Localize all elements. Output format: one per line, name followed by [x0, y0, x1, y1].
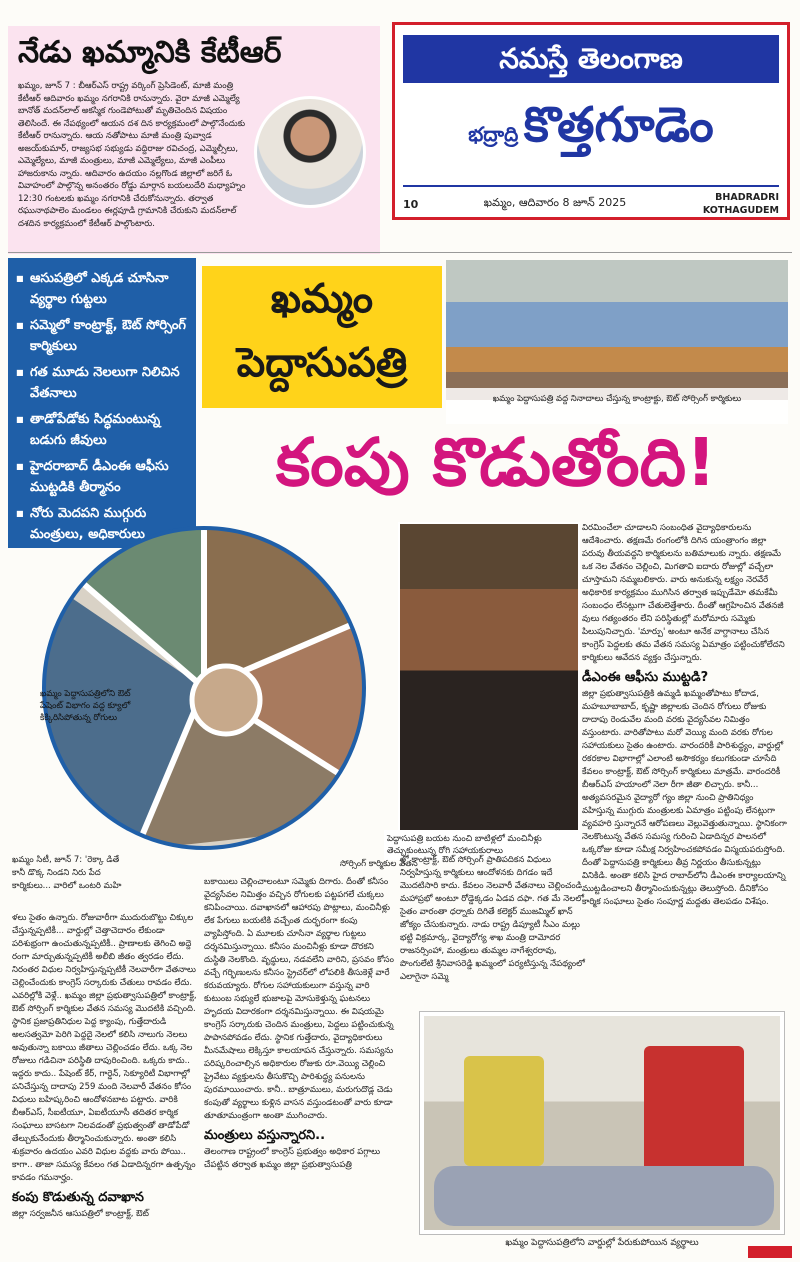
ministers-coming-subhead: మంత్రులు వస్తున్నారని.. [204, 1128, 326, 1143]
highlight-item: ■ తాడోపేడోకు సిద్ధమంటున్న బడుగు జీవులు [16, 409, 188, 451]
stinking-hospital-subhead: కంపు కొడుతున్న దవాఖాన [12, 1190, 144, 1205]
story-continuation-fragment: సోర్సింగ్ కార్మికుల వేతన [340, 859, 418, 869]
top-story-box [8, 26, 380, 254]
edition-tag-line1: BHADRADRI [715, 192, 779, 203]
top-story-body: ఖమ్మం, జూన్ 7 : బీఆర్ఎస్ రాష్ట్ర వర్కింగ్ ప్రెసిడెంట్, మాజీ మంత్రి కేటీఆర్ ఆదివారం ఖమ్మం నగరానికి రానున్నారు. వైరా మాజీ ఎమ్మెల్యే బానోత్ మదన్‌లాల్ అకస్మిక గుండెపోటుతో మృతిచెందిన విషయం తెలిసిందే. ఈ నేపథ్యంలో ఆయన దశ దిన కార్యక్రమంలో పాల్గొనేందుకు కేటీఆర్ రానున్నారు. ఆయ నతోపాటు మాజీ మంత్రి పువ్వాడ అజయ్‌కుమార్, రాజ్యసభ సభ్యుడు వద్దిరాజు రవిచంద్ర, ఎమ్మెల్సీలు, ఎమ్మెల్యేలు, మాజీ మంత్రులు, మాజీ ఎమ్మెల్యేలు, మాజీ ఎంపీలు హాజరుకాను న్నారు. ఆదివారం ఉదయం నల్లగొండ జిల్లాలో జరిగే ఓ వివాహంలో పాల్గొన్న అనంతరం రోడ్డు మార్గాన బయలుదేరి మధ్యాహ్నం 12:30 గంటలకు ఖమ్మం నగరానికి చేరుకోనున్నారు. తర్వాత రఘునాథపాలెం మండలం ఈర్లపూడి గ్రామానికి చేరుకుని మదన్‌లాల్ దశదిన కార్యక్రమంలో కేటీఆర్ పాల్గొంటారు. [18, 81, 246, 229]
collage-caption: ఖమ్మం పెద్దాసుపత్రిలోని ఔట్ పేషెంట్ విభాగం వద్ద క్యూలో కిక్కిరిసిపోతున్న రోగులు [40, 689, 131, 723]
story-column-3-text: ల్లో కాంట్రాక్ట్, ఔట్ సోర్సింగ్ ప్రాతిపదికన విధులు నిర్వహిస్తున్న కార్మికులు ఆందోళనకు దిగడం ఇదే మొదటిసారి కాదు. కేవలం నెలవారీ వేతనాలు చెల్లించండి మహాప్రభో అంటూ రోడ్డెక్కడం ఏడవ దఫా. గత మే నెలలో సైతం వారంతా ధర్నాకు దిగితే కలెక్టర్ ముజమ్మిల్ ఖాన్ జోక్యం చేసుకున్నారు. నాడు రాష్ట్ర డిప్యూటీ సీఎం మల్లు భట్టి విక్రమార్క, వైద్యారోగ్య శాఖ మంత్రి దామోదర రాజనర్సింహా, మంత్రులు తుమ్మల నాగేశ్వరరావు, పొంగులేటి శ్రీనివాసరెడ్డి ఖమ్మంలో పర్యటిస్తున్న నేపథ్యంలో ఎలాగైనా సమ్మె [400, 855, 585, 982]
overflowing-bins-photo [420, 1012, 784, 1234]
story-dateline: ఖమ్మం సిటీ, జూన్ 7: 'రెక్కా డితే కానీ డొక్క నిండని నిరు పేద కార్మికులు... వారిలో ఒంటరి మహి [12, 855, 122, 891]
edition-tag-line2: KOTHAGUDEM [702, 205, 779, 216]
story-column-3 [400, 854, 586, 984]
edition-date: ఖమ్మం, ఆదివారం 8 జూన్ 2025 [483, 196, 627, 209]
feature-kicker-box [202, 266, 442, 408]
dme-office-subhead: డీఎంఈ ఆఫీసు ముట్టడి? [582, 670, 709, 685]
story-column-1-tail: జిల్లా సర్వజనీన ఆసుపత్రిలో కాంట్రాక్ట్, ఔట్ [12, 1209, 149, 1219]
highlight-item: ■ నోరు మెదపని ముగ్గురు మంత్రులు, అధికారులు [16, 503, 188, 545]
waste-bin-right [644, 1046, 744, 1176]
waste-bin-left [464, 1056, 544, 1166]
bins-photo-caption: ఖమ్మం పెద్దాసుపత్రిలోని వార్డుల్లో పేరుకుపోయిన వ్యర్థాలు [505, 1238, 699, 1248]
newspaper-name: నమస్తే తెలంగాణ [403, 35, 779, 83]
woman-with-bottles-photo [398, 522, 580, 852]
highlights-panel [8, 258, 196, 548]
story-column-1-text: ళలు సైతం ఉన్నారు. రోజువారీగా ముదురుబొట్టు చిక్కుల చేస్తున్నప్పటికీ... వార్డుల్లో చెత్తాచెదారం లేకుండా పరిశుభ్రంగా ఉంచుతున్నప్పటికీ.. ప్రాణాలకు తెగించి అద్దె రంగా మార్చుతున్నప్పటికీ అలీబి జీతం త్వరడం లేదు. నిరంతర విధుల నిర్వహిస్తున్నప్పటికీ నెలవారీగా వేతనాలు చెల్లించేందుకు కాంగ్రెస్ సర్కారుకు చేతులు రావడం లేదు. ఎవరిల్లోకి వెళ్లే.. ఖమ్మం జిల్లా ప్రభుత్వాసుపత్రిలో కాంట్రాక్ట్, ఔట్ సోర్సింగ్ కార్మికుల వేతన సమస్య మొదటికి వచ్చింది. స్థానిక ప్రజాప్రతినిధుల పెద్ద క్యాంపు, గుత్తేదారుడి అలసత్వమో పెరిగి పెద్దదై నెలలో కలిసి నాలుగు నెలలు అవుతున్నా బకాయి జీతాలు చెల్లించడం లేదు. ఒక్క నెల రోజులు గడిచినా పరిస్థితి దాపురించింది. ఒక్కరు కాదు.. ఇద్దరు కాదు.. పేషెంట్ కేర్, గార్డెన్, సెక్యూరిటీ విభాగాల్లో పనిచేస్తున్న దాదాపు 259 మంది నెలవారీ వేతనం కోసం విధులు బహిష్కరించి ఆందోళనబాట పట్టారు. వారికి బీఆర్ఎస్, సీఐటీయూ, ఏఐటీయూసీ తదితర కార్మిక సంఘాలు బాసటగా నిలవడంతో ప్రభుత్వంతో తాడోపేడో తేల్చుకునేందుకు తీర్మానించుకున్నారు. అంతా కలిసి శుక్రవారం ఉదయం ఎవరి విధుల వద్దకు వారు పోయి.. కాగా.. తాజా సమస్య కేవలం గత ఏడాదిన్నరగా ఉత్పన్నం కావడం గమనార్హం. [12, 913, 197, 1183]
top-story-headline: నేడు ఖమ్మానికి కేటీఆర్ [18, 35, 282, 70]
masthead-info-bar [403, 189, 779, 219]
page-number: 10 [403, 197, 419, 211]
right-column-para2: జిల్లా ప్రభుత్వాసుపత్రికి ఉమ్మడి ఖమ్మంతోపాటు కోదాడ, మహబూబాబాద్, కృష్ణా జిల్లాలకు చెందిన రోగులు రోజుకు దాదాపు రెండువేల మంది వరకు వైద్యసేవల నిమిత్తం వస్తుంటారు. వారితోపాటు మరో వెయ్యి మంది వరకు రోగుల సహాయకులు సైతం ఉంటారు. వారందరికీ పారిశుద్ధ్యం, వార్డుల్లో రకరకాల విభాగాల్లో ఎలాంటి అసౌకర్యం కలుగకుండా చూసేది కేవలం కాంట్రాక్ట్, ఔట్ సోర్సింగ్ కార్మికులు మాత్రమే. వారందరికీ బీఆర్ఎస్ హయాంలో నెలా రీగా జీతా లిచ్చారు. కానీ... అత్యవసరమైన వైద్యారో గ్యం జిల్లా నుంచి ప్రాతినిధ్యం వహిస్తున్న ముగ్గురు మంత్రులకు ఏమాత్రం పట్టింపు లేనట్లుగా వ్యవహరి స్తున్నారనే ఆరోపణలు వెల్లువెత్తుతున్నాయి. స్థానికంగా నెలకొంటున్న వేతన సమస్య గురించి ఏడాదిన్నర పాలనలో ఒక్కరోజు కూడా సమీక్ష నిర్వహించకపోవడం విస్మయపరుస్తోంది. దీంతో పెద్దాసుపత్రి కార్మికులు తీవ్ర నిర్ణయం తీసుకున్నట్లు వినికిడి. అంతా కలిసి హైద రాబాద్‌లోని డీఎంఈ కార్యాలయాన్ని ముట్టడించాలని తీర్మానించుకున్నట్లు తెలుస్తోంది. దీనికోసం కార్మిక సంఘాలు సైతం సంపూర్ణ మద్దతు తెలపడం విశేషం. [582, 689, 787, 907]
right-column [582, 522, 788, 909]
waste-pile [434, 1166, 774, 1226]
section-divider [8, 252, 792, 253]
woman-photo-caption: పెద్దాసుపత్రి బయట నుంచి బాటిళ్లలో మంచినీళ్లు తెచ్చుకుంటున్న రోగి సహాయకురాలు [384, 830, 580, 860]
ktr-portrait-image [254, 96, 366, 208]
feature-headline: కంపు కొడుతోంది! [275, 424, 717, 501]
hospital-photo-collage [16, 520, 412, 850]
masthead [392, 22, 790, 220]
right-column-para1: విరమించేలా చూడాలని సంబంధిత వైద్యాధికారులను ఆదేశించారు. తక్షణమే రంగంలోకి దిగిన యంత్రాంగం జిల్లా పరువు తీయవద్దని కార్మికులను బతిమాలుకు న్నారు. తక్షణమే ఒక నెల వేతనం చెల్లించి, మిగతావి ఐదారు రోజుల్లో వచ్చేలా చూస్తామని నమ్మబలికారు. వారు అనుకున్న లక్ష్యం నెరవేరే అధికారిక కార్యక్రమం ముగిసిన తర్వాత ఇప్పుడేమో తమకేమీ సంబంధం లేనట్లుగా చేతులెత్తేశారు. దీంతో ఆగ్రహించిన వేతనజీ వులు గత్యంతరం లేని పరిస్థితుల్లో మరోమారు సమ్మెకు పిలుపునిచ్చారు. 'మార్పు' అంటూ అనేక వాగ్దానాలు చేసిన కాంగ్రెస్ పెద్దలకు తమ వేతన సమస్య ఏమాత్రం పట్టించుకోలేదని కార్మికులు ఆవేదన వ్యక్తం చేస్తున్నారు. [582, 523, 785, 663]
feature-kicker-line2: పెద్దాసుపత్రి [236, 340, 408, 386]
story-column-2-tail: తెలంగాణ రాష్ట్రంలో కాంగ్రెస్ ప్రభుత్వం అధికార పగ్గాలు చేపట్టిన తర్వాత ఖమ్మం జిల్లా ప్రభుత్వాసుపత్రి [204, 1147, 381, 1170]
story-column-2-text: బకాయిలు చెల్లించాలంటూ సమ్మెకు దిగారు. దీంతో కనీసం వైద్యసేవల నిమిత్తం వచ్చిన రోగులకు పట్టపగలే చుక్కలు కనిపించాయి. దవాఖానలో ఆహారపు పొట్లాలు, మంచినీళ్లు లేక పేగులు బయటికి వచ్చేంత దుర్భరంగా కంపు వ్యాపిస్తోంది. ఏ మూలకు చూసినా వ్యర్థాల గుట్టలు దర్శనమిస్తున్నాయి. కనీసం మంచినీళ్లు కూడా దొరకని దుస్థితి నెలకొంది. వృద్ధులు, నడవలేని వారిని, ప్రసవం కోసం వచ్చే గర్భిణులను కనీసం స్ట్రెచర్‌లో లోపలికి తీసుకెళ్లే వారే కరువయ్యారు. రోగుల సహాయకులుగా వస్తున్న వారి కుటుంబ సభ్యులే భుజాలపై మోసుకెళ్తున్న ఘటనలు హృదయ విదారకంగా దర్శనమిస్తున్నాయి. ఈ విషయమై కాంగ్రెస్ సర్కారుకు చెందిన మంత్రులు, పెద్దలు పట్టించుకున్న పాపానపోవడం లేదు. స్థానిక గుత్తేదారు, వైద్యాధికారులు మీనమేషాలు లెక్కిస్తూ కాలయాపన చేస్తున్నారు. సమస్యను పరిష్కరించాల్సిన అధికారుల రోజుకు రూ.వెయ్యి చెల్లించి ప్రైవేటు వ్యక్తులను తీసుకొచ్చి పారిశుద్ధ్య పనులను పురమాయించారు. కానీ.. బాత్రూములు, మరుగుదొడ్ల చెడు కంపుతో వ్యర్థాలు కుళ్లిన వాసన వస్తుండటంతో వారు కూడా తూతూమంత్రంగా అంతా ముగించారు. [204, 877, 394, 1121]
highlight-item: ■ హైదరాబాద్ డీఎంఈ ఆఫీసు ముట్టడికి తీర్మానం [16, 456, 188, 498]
page-corner-mark [748, 1246, 792, 1258]
masthead-rule [403, 185, 779, 187]
highlight-item: ■ సమ్మెలో కాంట్రాక్ట్, ఔట్ సోర్సింగ్ కార్మికులు [16, 315, 188, 357]
highlight-item: ■ గత మూడు నెలలుగా నిలిచిన వేతనాలు [16, 362, 188, 404]
edition-city-small: భద్రాద్రి [468, 122, 519, 146]
story-column-2 [204, 876, 394, 1172]
feature-kicker-line1: ఖమ్మం [270, 276, 374, 322]
workers-photo-caption: ఖమ్మం పెద్దాసుపత్రి వద్ద నినాదాలు చేస్తున్న కాంట్రాక్టు, ఔట్ సోర్సింగ్ కార్మికులు [446, 388, 788, 424]
collage-graphic [16, 520, 412, 850]
edition-tag [679, 191, 779, 217]
edition-city [395, 97, 787, 165]
edition-city-big: కొత్తగూడెం [523, 97, 714, 153]
protesting-workers-photo [446, 260, 788, 400]
story-column-1 [12, 912, 198, 1221]
highlight-item: ■ ఆసుపత్రిలో ఎక్కడ చూసినా వ్యర్థాల గుట్టలు [16, 268, 188, 310]
